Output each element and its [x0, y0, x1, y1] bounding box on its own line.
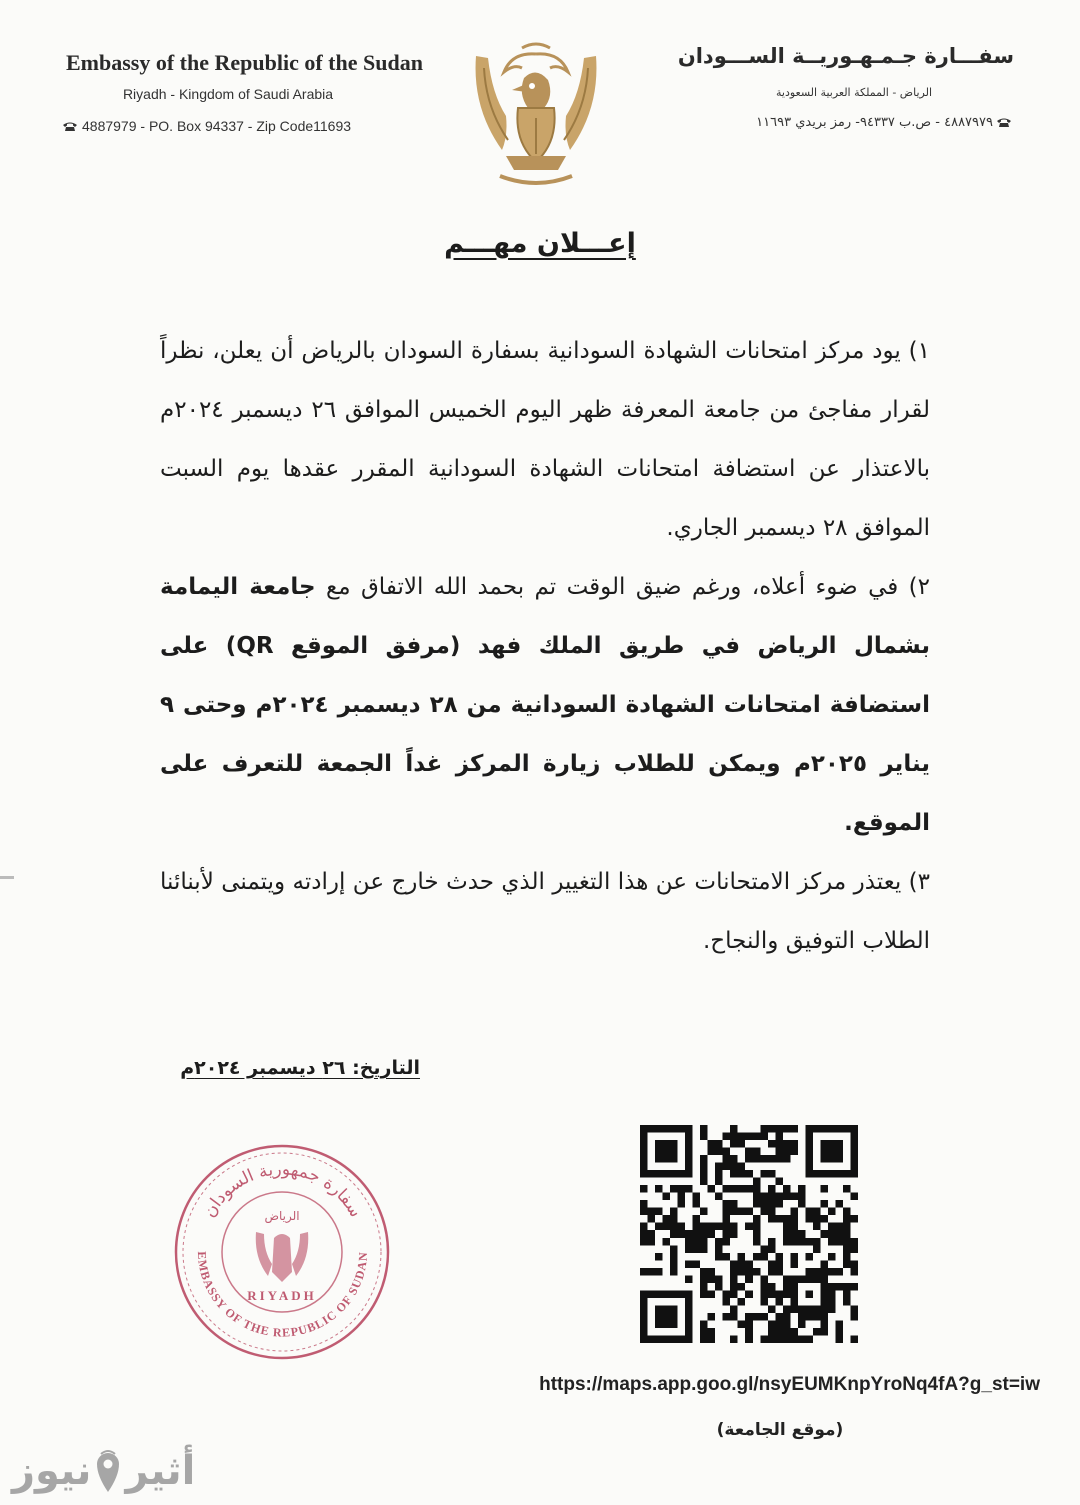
announcement-title-text: إعـــلان مهـــم	[444, 228, 636, 259]
embassy-seal-stamp	[170, 1140, 395, 1365]
paragraph-text: في ضوء أعلاه، ورغم ضيق الوقت تم بحمد الله الاتفاق مع	[315, 574, 909, 600]
embassy-contact-en	[62, 118, 372, 134]
embassy-name-en: Embassy of the Republic of the Sudan	[66, 50, 423, 75]
paragraph-number: ١)	[908, 338, 930, 364]
seal-ring-en: EMBASSY OF THE REPUBLIC OF SUDAN	[194, 1250, 371, 1340]
paragraph-text: يود مركز امتحانات الشهادة السودانية بسفارة السودان بالرياض أن يعلن، نظراً لقرار مفاجئ من جامعة المعرفة ظهر اليوم الخميس الموافق ٢٦ ديسمبر ٢٠٢٤م بالاعتذار عن استضافة امتحانات الشهادة السودانية المقرر عقدها يوم السبت الموافق ٢٨ ديسمبر الجاري.	[160, 338, 931, 541]
embassy-name-ar: سفـــارة جـمـهـوريــة الســـودان	[677, 44, 1014, 68]
qr-code[interactable]	[640, 1125, 858, 1343]
location-url[interactable]: https://maps.app.goo.gl/nsyEUMKnpYroNq4fA?g_st=iw	[539, 1374, 1040, 1395]
location-url-label: (موقع الجامعة)	[716, 1420, 844, 1440]
contact-text-ar: ٤٨٨٧٩٧٩ - ص.ب ٩٤٣٣٧- رمز بريدي ١١٦٩٣	[756, 115, 993, 130]
seal-emblem-icon	[256, 1232, 309, 1282]
embassy-contact-ar	[682, 115, 1012, 130]
contact-text-en: 4887979 - PO. Box 94337 - Zip Code11693	[82, 118, 352, 134]
phone-icon	[62, 121, 78, 132]
embassy-city-ar: الرياض - المملكة العربية السعودية	[775, 86, 932, 99]
scan-edge-mark	[0, 876, 14, 879]
paragraph-number: ٣)	[908, 869, 930, 895]
paragraph-number: ٢)	[908, 574, 930, 600]
watermark-text-right: أثير	[125, 1448, 196, 1494]
seal-ring-ar: سفارة جمهورية السودان	[199, 1159, 366, 1221]
document-date	[160, 1057, 420, 1079]
document-date-text: التاريخ: ٢٦ ديسمبر ٢٠٢٤م	[180, 1057, 420, 1079]
announcement-title	[360, 228, 720, 259]
seal-city-en: RIYADH	[247, 1288, 317, 1303]
location-pin-icon	[93, 1448, 123, 1494]
paragraph-bold-text: جامعة اليمامة بشمال الرياض في طريق الملك فهد (مرفق الموقع QR) على استضافة امتحانات الشهادة السودانية من ٢٨ ديسمبر ٢٠٢٤م وحتى ٩ يناير ٢٠٢٥م ويمكن للطلاب زيارة المركز غداً الجمعة للتعرف على الموقع.	[160, 574, 931, 836]
paragraph-2	[160, 558, 930, 853]
paragraph-1	[160, 322, 930, 558]
site-watermark	[12, 1440, 212, 1502]
seal-city-ar: الرياض	[264, 1209, 300, 1223]
paragraph-text: يعتذر مركز الامتحانات عن هذا التغيير الذي حدث خارج عن إرادته ويتمنى لأبنائنا الطلاب التوفيق والنجاح.	[160, 869, 930, 954]
watermark-text-left: نيوز	[12, 1448, 92, 1494]
phone-icon	[996, 117, 1012, 128]
paragraph-3	[160, 853, 930, 971]
secretary-bird-emblem-icon	[462, 38, 610, 196]
announcement-body	[160, 322, 930, 971]
embassy-city-en: Riyadh - Kingdom of Saudi Arabia	[122, 86, 334, 102]
